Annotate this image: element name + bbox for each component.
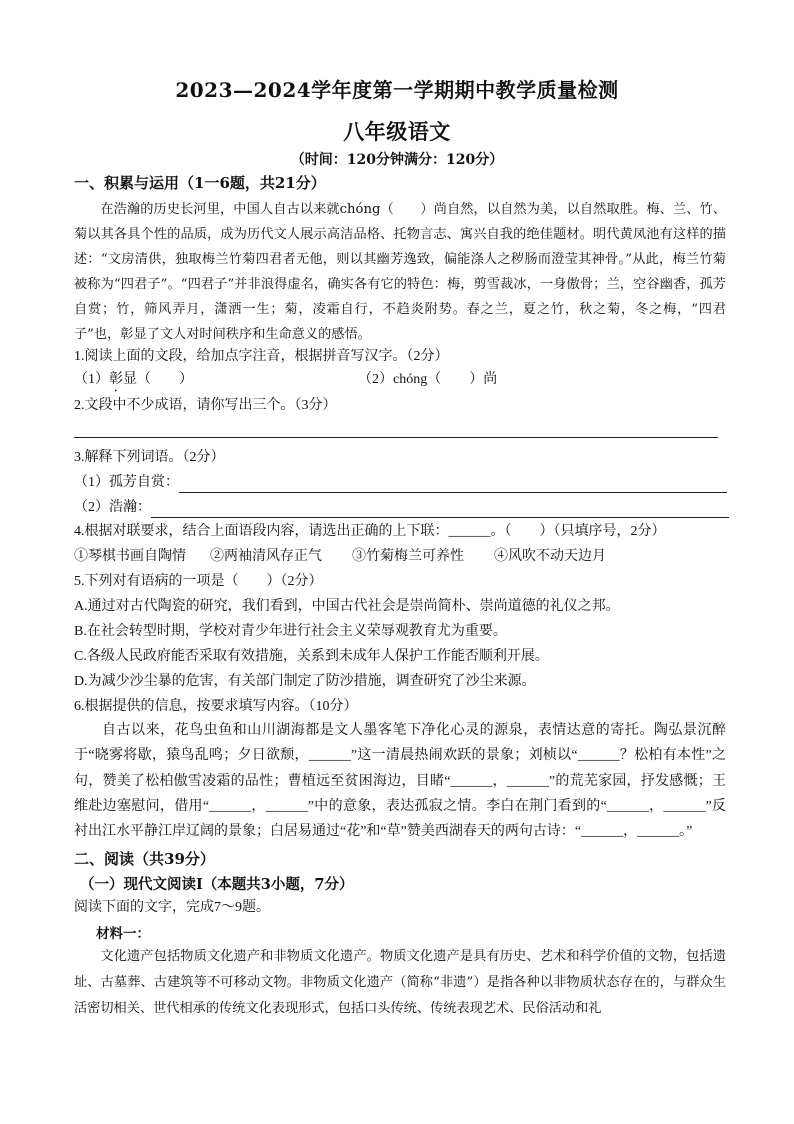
q1-a-label: （1） [74,372,109,387]
section-2-subheading: （一）现代文阅读Ⅰ（本题共3小题，7分） [80,876,354,893]
question-6: 6.根据提供的信息，按要求填写内容。（10分） [74,699,358,714]
material-1-text: 文化遗产包括物质文化遗产和非物质文化遗产。物质文化遗产是具有历史、艺术和科学价值的文物，包括遗址、古墓葬、古建筑等不可移动文物。非物质文化遗产（简称“非遗”）是指各种以非物质状态存在的，与群众生活密切相关、世代相承的传统文化表现形式，包括口头传统、传统表现艺术、民俗活动和礼 [74,949,726,1016]
section-1-heading: 一、积累与运用（1一6题，共21分） [74,174,326,192]
q3-b-answer-line[interactable] [151,502,729,518]
q5-option-b: B.在社会转型时期，学校对青少年进行社会主义荣辱观教育尤为重要。 [74,624,507,639]
q1-a-dotted-char: 彰 [109,372,123,387]
section-2-heading: 二、阅读（共39分） [74,850,215,868]
question-6-passage: 自古以来，花鸟虫鱼和山川湖海都是文人墨客笔下净化心灵的源泉，表情达意的寄托。陶弘景沉醉于“晓雾将歇，猿鸟乱鸣；夕日欲颓，______”这一清晨热闹欢跃的景象；刘桢以“______？松柏有本性”之句，赞美了松柏傲雪凌霜的品性；曹植远至贫困海边，目睹“______，______”的荒芜家园，抒发感慨；王维赴边塞慰问，借用“______，______”中的意象，表达孤寂之情。李白在荆门看到的“______，______”反衬出江水平静江岸辽阔的景象；白居易通过“花”和“草”赞美西湖春天的两句古诗：“______，______。” [74,723,726,840]
q4-option-3: ③竹菊梅兰可养性 [352,549,464,564]
question-1-part-2[interactable]: （2）chóng（ ）尚 [358,372,498,387]
subject-title: 八年级语文 [343,119,451,144]
question-3-part-2 [74,498,726,518]
q4-option-2: ②两袖清风存正气 [210,549,322,564]
time-info: （时间：120分钟满分：120分） [290,152,504,168]
exam-title: 2023—2024学年度第一学期期中教学质量检测 [175,78,619,102]
question-5: 5.下列对有语病的一项是（ ）（2分） [74,574,323,589]
q1-a-blank[interactable]: 显（ ） [123,372,193,387]
q4-option-4: ④风吹不动天边月 [494,549,606,564]
q4-option-1: ①琴棋书画自陶情 [74,549,186,564]
question-1: 1.阅读上面的文段，给加点字注音，根据拼音写汉字。（2分） [74,349,449,364]
question-3-part-1 [74,473,726,493]
question-2: 2.文段中不少成语，请你写出三个。（3分） [74,398,337,413]
question-4-options [74,547,726,567]
q5-option-c: C.各级人民政府能否采取有效措施，关系到未成年人保护工作能否顺利开展。 [74,649,549,664]
section-1-passage: 在浩瀚的历史长河里，中国人自古以来就chóng（ ）尚自然，以自然为美，以自然取胜。梅、兰、竹、菊以其各具个性的品质，成为历代文人展示高洁品格、托物言志、寓兴自我的绝佳题材。明代黄凤池有这样的描述：“文房清供，独取梅兰竹菊四君者无他，则以其幽芳逸致，偏能涤人之秽肠而澄莹其神骨。”从此，梅兰竹菊被称为“四君子”。“四君子”并非浪得虚名，确实各有它的特色：梅，剪雪裁冰，一身傲骨；兰，空谷幽香，孤芳自赏；竹，筛风弄月，潇洒一生；菊，凌霜自行，不趋炎附势。春之兰，夏之竹，秋之菊，冬之梅，“四君子”也，彰显了文人对时间秩序和生命意义的感悟。 [74,202,726,342]
reading-instruction: 阅读下面的文字，完成7～9题。 [74,900,270,915]
q5-option-d: D.为减少沙尘暴的危害，有关部门制定了防沙措施，调查研究了沙尘来源。 [74,674,536,689]
material-1-label: 材料一： [96,926,150,942]
q5-option-a: A.通过对古代陶瓷的研究，我们看到，中国古代社会是崇尚简朴、崇尚道德的礼仪之邦。 [74,599,620,614]
question-3: 3.解释下列词语。（2分） [74,450,225,465]
question-2-answer-line[interactable] [74,437,718,438]
q3-a-label: （1）孤芳自赏： [74,475,179,490]
question-4: 4.根据对联要求，结合上面语段内容，请选出正确的上下联：______。（ ）（只填序号，2分） [74,524,666,539]
q3-a-answer-line[interactable] [179,477,727,493]
q3-b-label: （2）浩瀚： [74,500,151,515]
